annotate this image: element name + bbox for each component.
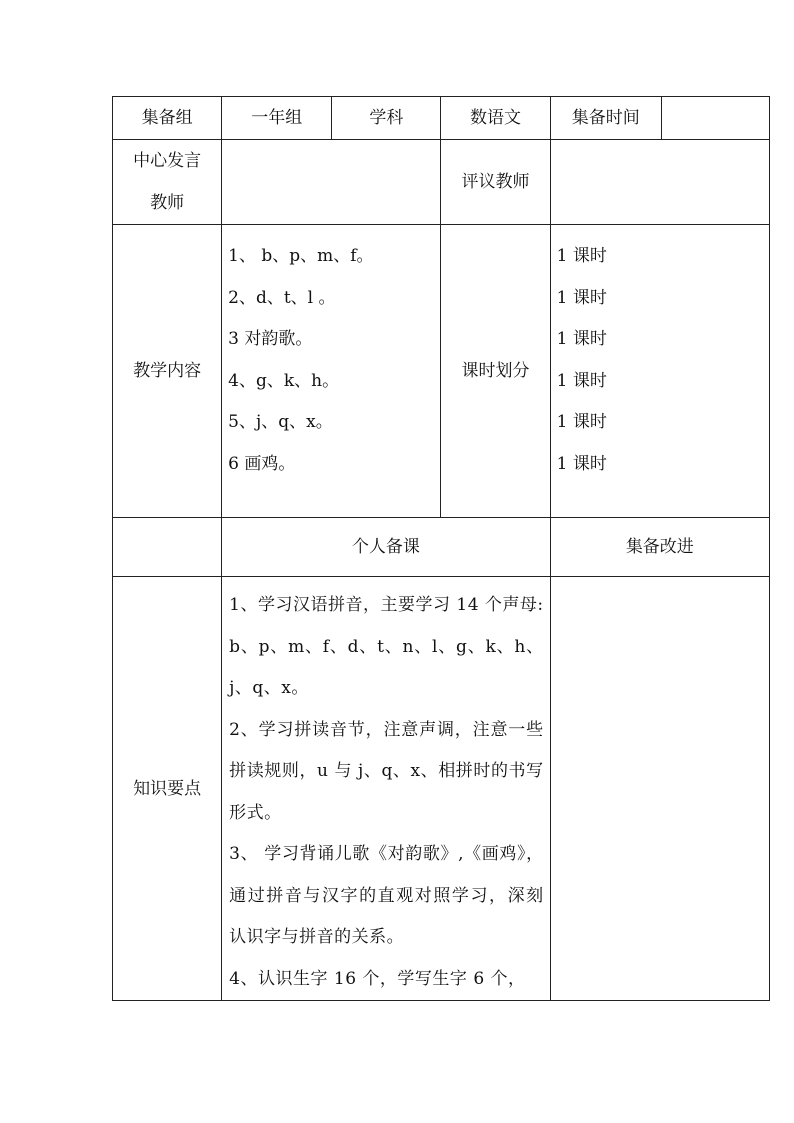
speaker-label-line1: 中心发言: [133, 151, 202, 171]
speaker-label-line2: 教师: [150, 193, 185, 213]
knowledge-paragraph: 1、学习汉语拼音，主要学习 14 个声母: b、p、m、f、d、t、n、l、g、k、h、j、q、x。: [229, 595, 544, 698]
header-row: [113, 97, 770, 140]
subject-value: 数语文: [441, 97, 550, 140]
group-value: 一年组: [222, 97, 332, 140]
speaker-value: [222, 140, 441, 225]
subject-label: 学科: [332, 97, 441, 140]
knowledge-row: [113, 577, 770, 1001]
reviewer-value: [550, 140, 769, 225]
knowledge-paragraph: 2、学习拼读音节，注意声调，注意一些拼读规则，u 与 j、q、x、相拼时的书写形式。: [229, 719, 544, 823]
lesson-plan-table: [112, 96, 770, 1001]
knowledge-improve: [550, 577, 769, 1001]
knowledge-points: [222, 577, 550, 1001]
speaker-label: [113, 140, 222, 225]
period-label: 课时划分: [441, 225, 550, 518]
content-item: 6 画鸡。: [228, 453, 296, 474]
content-items: [222, 225, 441, 518]
group-label: 集备组: [113, 97, 222, 140]
content-label: 教学内容: [113, 225, 222, 518]
content-row: [113, 225, 770, 518]
period-list: [550, 225, 769, 518]
content-item: 4、g、k、h。: [228, 370, 340, 391]
knowledge-paragraph: 3、 学习背诵儿歌《对韵歌》,《画鸡》，通过拼音与汉字的直观对照学习，深刻认识字与拼音的关系。: [229, 844, 544, 947]
period-item: 1 课时: [556, 329, 607, 349]
period-item: 1 课时: [556, 453, 607, 474]
reviewer-label: 评议教师: [441, 140, 550, 225]
time-label: 集备时间: [550, 97, 661, 140]
section-header-row: [113, 518, 770, 577]
section-header-blank: [113, 518, 222, 577]
period-item: 1 课时: [556, 287, 607, 308]
collective-improve-heading: 集备改进: [550, 518, 769, 577]
period-item: 1 课时: [556, 370, 607, 391]
content-item: 2、d、t、l 。: [228, 287, 336, 308]
content-item: 5、j、q、x。: [228, 412, 333, 432]
time-value: [661, 97, 769, 140]
personal-prep-heading: 个人备课: [222, 518, 550, 577]
content-item: 1、 b、p、m、f。: [228, 246, 374, 266]
period-item: 1 课时: [556, 412, 607, 432]
period-item: 1 课时: [556, 246, 607, 266]
content-item: 3 对韵歌。: [228, 329, 313, 349]
knowledge-label: 知识要点: [113, 577, 222, 1001]
speaker-row: [113, 140, 770, 225]
knowledge-paragraph: 4、认识生字 16 个，学写生字 6 个，: [229, 968, 526, 989]
